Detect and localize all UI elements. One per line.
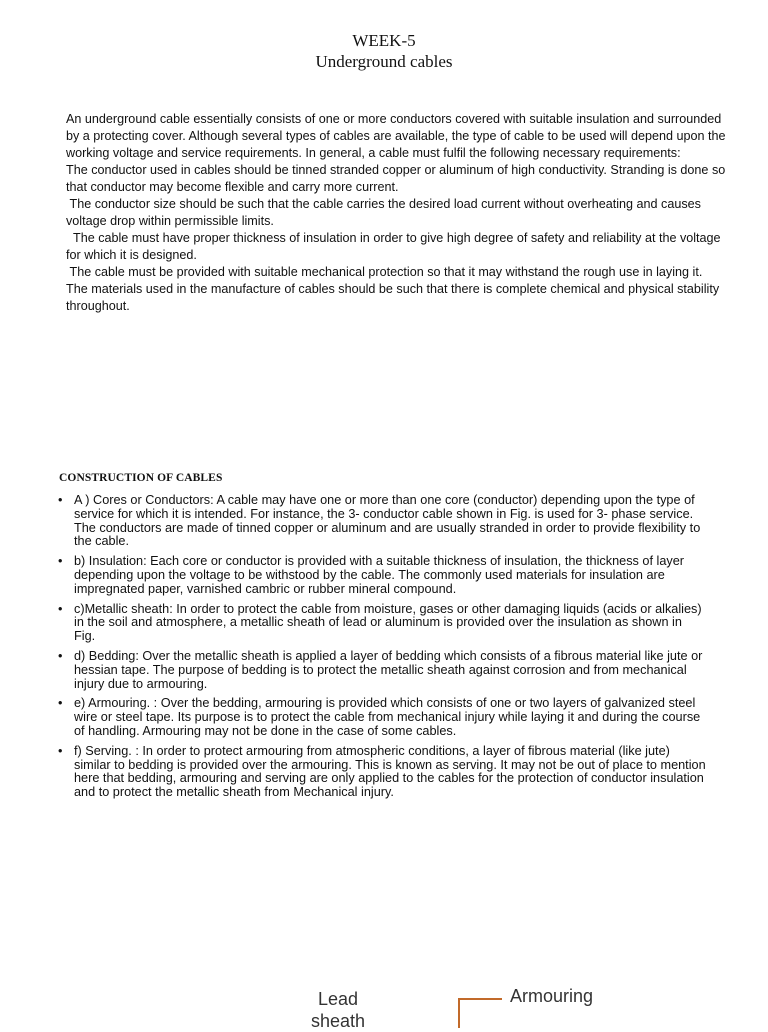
list-item-text: f) Serving. : In order to protect armouring from atmospheric conditions, a layer of fibrous material (like jute) similar to bedding is provided over the armouring. This is known as serving. It may not be out of place to mention here that bedding, armouring and serving are only applied to the cables for the protection of conductor insulation and to protect the metallic sheath from Mechanical injury. [74,743,706,800]
list-item-bedding [56,650,706,691]
list-item-armouring [56,697,706,738]
bullet-icon: • [58,696,63,711]
intro-paragraph: An underground cable essentially consists of one or more conductors covered with suitable insulation and surrounded by a protecting cover. Although several types of cables are available, the type of cable to be used will depend upon the working voltage and service requirements. In general, a cable must fulfil the following necessary requirements: [66,112,730,160]
requirement-conductor: The conductor used in cables should be tinned stranded copper or aluminum of high conductivity. Stranding is done so that conductor may become flexible and carry more current. [66,163,729,194]
list-item-text: d) Bedding: Over the metallic sheath is applied a layer of bedding which consists of a fibrous material like jute or hessian tape. The purpose of bedding is to protect the metallic sheath against corrosion and from mechanical injury due to armouring. [74,648,703,691]
page-header [0,30,768,72]
list-item-metallic-sheath [56,603,706,644]
figure-label-armouring: Armouring [510,986,594,1006]
bullet-icon: • [58,601,63,616]
requirement-conductor-size: The conductor size should be such that the cable carries the desired load current without overheating and causes voltage drop within permissible limits. [66,197,705,228]
bullet-icon: • [58,493,63,507]
list-item-text: A ) Cores or Conductors: A cable may have one or more than one core (conductor) depending upon the type of service for which it is intended. For instance, the 3- conductor cable shown in Fig. is used for 3- phase service. The conductors are made of tinned copper or aluminum and are usually stranded in order to provide flexibility to the cable. [74,493,701,549]
cable-figure [290,980,620,1031]
requirement-insulation: The cable must have proper thickness of insulation in order to give high degree of safety and reliability at the voltage for which it is designed. [66,231,725,262]
construction-list [56,494,706,806]
requirement-mechanical-protection: The cable must be provided with suitable mechanical protection so that it may withstand the rough use in laying it. [66,265,703,279]
figure-label-lead-sheath: Lead sheath [310,989,366,1031]
section-heading: CONSTRUCTION OF CABLES [59,472,223,484]
requirement-materials: The materials used in the manufacture of cables should be such that there is complete chemical and physical stability throughout. [66,282,723,313]
bullet-icon: • [58,554,63,569]
list-item-text: e) Armouring. : Over the bedding, armouring is provided which consists of one or two layers of galvanized steel wire or steel tape. Its purpose is to protect the cable from mechanical injury while laying it and during the course of handling. Armouring may not be done in the case of some cables. [74,696,701,738]
bullet-icon: • [58,648,63,663]
bullet-icon: • [58,743,63,758]
page-title: Underground cables [315,52,453,71]
list-item-cores [56,494,706,549]
intro-text [66,111,738,315]
week-label: WEEK-5 [352,31,416,50]
list-item-insulation [56,555,706,596]
list-item-text: c)Metallic sheath: In order to protect the cable from moisture, gases or other damaging liquids (acids or alkalies) in the soil and atmosphere, a metallic sheath of lead or aluminum is provided over the insulation as shown in Fig. [74,601,702,644]
list-item-text: b) Insulation: Each core or conductor is provided with a suitable thickness of insulation, the thickness of layer depending upon the voltage to be withstood by the cable. The commonly used materials for insulation are impregnated paper, varnished cambric or rubber mineral compound. [74,554,685,596]
list-item-serving [56,745,706,800]
armouring-leader-line [458,998,502,1000]
